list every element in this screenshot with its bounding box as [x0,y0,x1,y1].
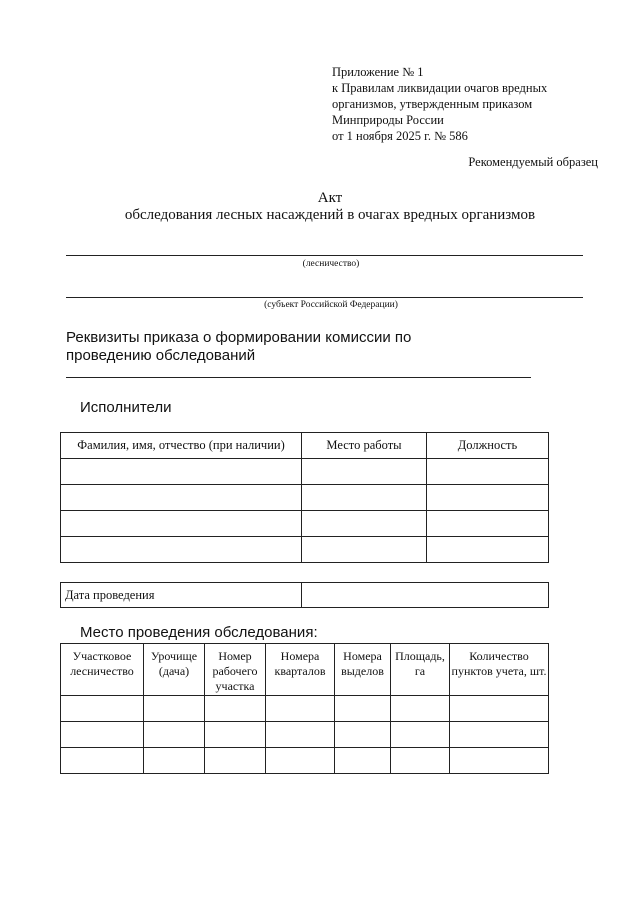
table-row [61,748,549,774]
location-heading: Место проведения обследования: [80,624,318,641]
table-cell[interactable] [335,722,391,748]
location-col-forestry: Участковое лесничество [61,644,144,696]
order-details-line[interactable] [66,377,531,378]
executors-col-name: Фамилия, имя, отчество (при наличии) [61,433,302,459]
table-row [61,722,549,748]
table-cell[interactable] [61,748,144,774]
forestry-caption: (лесничество) [302,259,360,269]
table-cell[interactable] [61,485,302,511]
table-row [61,696,549,722]
location-header-row [61,644,549,696]
table-cell[interactable] [391,748,450,774]
table-cell[interactable] [302,485,427,511]
table-cell[interactable] [302,459,427,485]
table-cell[interactable] [335,696,391,722]
table-cell[interactable] [302,537,427,563]
location-col-work-area: Номер рабочего участка [205,644,266,696]
date-value-field[interactable] [302,583,549,608]
location-col-quarters: Номера кварталов [266,644,335,696]
table-cell[interactable] [61,511,302,537]
date-row [61,583,549,608]
executors-col-workplace: Место работы [302,433,427,459]
table-cell[interactable] [61,537,302,563]
table-cell[interactable] [144,748,205,774]
table-cell[interactable] [450,748,549,774]
executors-table [60,432,549,563]
location-col-count: Количество пунктов учета, шт. [450,644,549,696]
date-table [60,582,549,608]
location-col-tract: Урочище (дача) [144,644,205,696]
table-row [61,511,549,537]
table-row [61,537,549,563]
table-cell[interactable] [266,722,335,748]
table-cell[interactable] [144,722,205,748]
table-cell[interactable] [205,748,266,774]
table-row [61,459,549,485]
table-cell[interactable] [427,485,549,511]
table-cell[interactable] [391,722,450,748]
forestry-line[interactable] [66,255,583,256]
subject-caption: (субъект Российской Федерации) [264,300,398,310]
table-cell[interactable] [450,722,549,748]
table-cell[interactable] [335,748,391,774]
table-cell[interactable] [61,696,144,722]
table-row [61,485,549,511]
subject-line[interactable] [66,297,583,298]
table-cell[interactable] [61,722,144,748]
date-label: Дата проведения [61,583,302,608]
table-cell[interactable] [427,537,549,563]
location-table [60,643,549,774]
location-col-plots: Номера выделов [335,644,391,696]
table-cell[interactable] [266,696,335,722]
appendix-note: Приложение № 1 к Правилам ликвидации очагов вредных организмов, утвержденным приказом Минприроды России от 1 ноября 2025 г. № 586 [332,65,548,143]
table-cell[interactable] [391,696,450,722]
executors-col-position: Должность [427,433,549,459]
document-title: Акт [317,190,343,206]
table-cell[interactable] [61,459,302,485]
table-cell[interactable] [427,459,549,485]
table-cell[interactable] [205,696,266,722]
table-cell[interactable] [144,696,205,722]
location-col-area: Площадь, га [391,644,450,696]
table-cell[interactable] [450,696,549,722]
document-subtitle: обследования лесных насаждений в очагах вредных организмов [124,207,536,223]
executors-heading: Исполнители [80,399,172,416]
recommended-sample-label: Рекомендуемый образец [468,155,598,169]
executors-header-row [61,433,549,459]
order-details-label: Реквизиты приказа о формировании комиссии по проведению обследований [66,329,412,364]
table-cell[interactable] [266,748,335,774]
table-cell[interactable] [427,511,549,537]
table-cell[interactable] [302,511,427,537]
table-cell[interactable] [205,722,266,748]
